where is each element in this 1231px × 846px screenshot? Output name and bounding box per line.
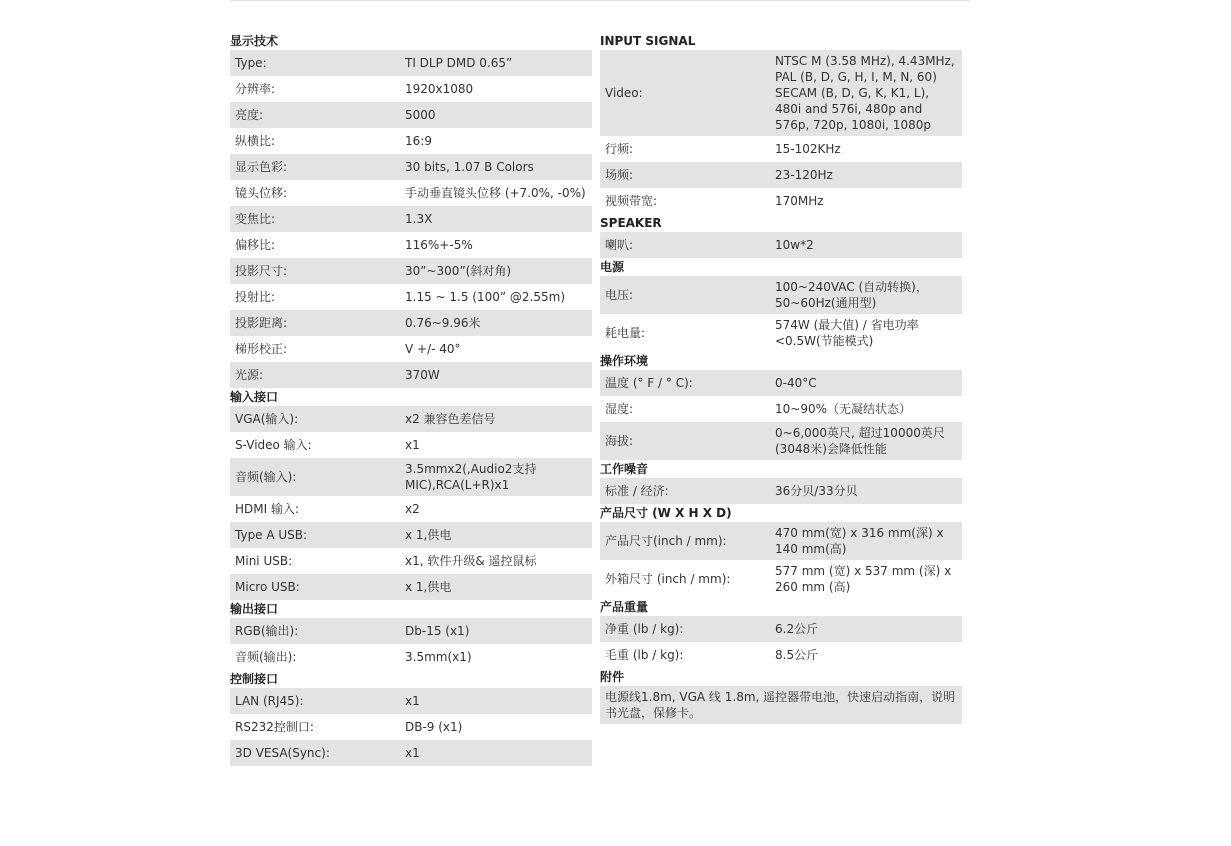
spec-row xyxy=(230,76,592,102)
section-title: 显示技术 xyxy=(230,34,279,48)
spec-value: 100~240VAC (自动转换)，50~60Hz(通用型) xyxy=(770,276,962,314)
spec-value: 30”~300”(斜对角) xyxy=(400,258,592,284)
spec-value: 116%+-5% xyxy=(405,238,473,252)
spec-row xyxy=(600,370,962,396)
spec-value: Db-15 (x1) xyxy=(400,618,592,644)
spec-row xyxy=(230,458,592,496)
spec-label: 偏移比: xyxy=(235,238,276,252)
spec-row xyxy=(230,618,592,644)
spec-label: 湿度: xyxy=(605,402,634,416)
spec-label: 梯形校正: xyxy=(235,342,288,356)
spec-label: RGB(输出): xyxy=(230,618,400,644)
spec-row xyxy=(230,50,592,76)
spec-row xyxy=(600,522,962,560)
spec-value: 3.5mmx2(,Audio2支持MIC),RCA(L+R)x1 xyxy=(400,458,592,496)
spec-label: 耗电量: xyxy=(605,326,646,340)
spec-value: 0.76~9.96米 xyxy=(400,310,592,336)
spec-row xyxy=(600,616,962,642)
spec-row xyxy=(230,232,592,258)
spec-row xyxy=(600,188,962,214)
spec-value: 0-40°C xyxy=(770,370,962,396)
spec-table xyxy=(600,370,962,460)
spec-value: 手动垂直镜头位移 (+7.0%, -0%) xyxy=(405,186,586,200)
spec-value: 5000 xyxy=(400,102,592,128)
spec-label: Video: xyxy=(600,50,770,136)
spec-row xyxy=(230,574,592,600)
spec-row xyxy=(230,284,592,310)
spec-row xyxy=(230,406,592,432)
spec-value: 6.2公斤 xyxy=(770,616,962,642)
spec-value: 470 mm(宽) x 316 mm(深) x 140 mm(高) xyxy=(770,522,962,560)
spec-row xyxy=(600,136,962,162)
spec-label: Type: xyxy=(230,50,400,76)
section-title: 工作噪音 xyxy=(600,462,649,476)
spec-label: Mini USB: xyxy=(235,554,293,568)
spec-label: 投影尺寸: xyxy=(230,258,400,284)
spec-value: DB-9 (x1) xyxy=(405,720,463,734)
spec-row xyxy=(230,496,592,522)
spec-label: LAN (RJ45): xyxy=(230,688,400,714)
spec-value: NTSC M (3.58 MHz), 4.43MHz, PAL (B, D, G, H, I, M, N, 60) SECAM (B, D, G, K, K1, L), 480i and 576i, 480p and 576p, 720p, 1080i, 1080p xyxy=(770,50,962,136)
spec-row xyxy=(230,522,592,548)
spec-value: x 1,供电 xyxy=(400,574,592,600)
spec-label: 纵横比: xyxy=(235,134,276,148)
spec-label: 温度 (° F / ° C): xyxy=(600,370,770,396)
spec-label: 亮度: xyxy=(230,102,400,128)
spec-label: RS232控制口: xyxy=(235,720,314,734)
spec-label: Micro USB: xyxy=(230,574,400,600)
spec-label: 投射比: xyxy=(235,290,276,304)
spec-value: x1 xyxy=(405,438,420,452)
spec-table xyxy=(230,618,592,670)
spec-row xyxy=(600,478,962,504)
spec-value: x2 兼容色差信号 xyxy=(400,406,592,432)
spec-row xyxy=(230,548,592,574)
section-title: 产品尺寸 (W X H X D) xyxy=(600,506,732,520)
right-spec-column xyxy=(600,32,962,724)
spec-value: x2 xyxy=(405,502,420,516)
spec-label: VGA(输入): xyxy=(230,406,400,432)
spec-row xyxy=(230,102,592,128)
spec-row xyxy=(600,422,962,460)
spec-label: S-Video 输入: xyxy=(235,438,312,452)
spec-value: 10w*2 xyxy=(770,232,962,258)
spec-value: 1.15 ~ 1.5 (100” @2.55m) xyxy=(405,290,566,304)
spec-table xyxy=(600,478,962,504)
spec-full-text: 电源线1.8m, VGA 线 1.8m, 遥控器带电池，快速启动指南，说明书光盘，保修卡。 xyxy=(600,686,962,724)
spec-row xyxy=(600,50,962,136)
section-title: 输出接口 xyxy=(230,602,279,616)
spec-label: 外箱尺寸 (inch / mm): xyxy=(605,572,731,586)
spec-row xyxy=(230,432,592,458)
spec-value: 15-102KHz xyxy=(775,142,841,156)
spec-table xyxy=(600,522,962,598)
spec-label: 光源: xyxy=(230,362,400,388)
spec-row xyxy=(600,276,962,314)
spec-label: Type A USB: xyxy=(230,522,400,548)
spec-label: 场频: xyxy=(600,162,770,188)
spec-value: 30 bits, 1.07 B Colors xyxy=(400,154,592,180)
spec-row xyxy=(230,644,592,670)
section-title: 电源 xyxy=(600,260,625,274)
spec-row xyxy=(230,740,592,766)
spec-value: 1920x1080 xyxy=(405,82,474,96)
spec-value: 10~90%（无凝结状态） xyxy=(775,402,911,416)
spec-label: 净重 (lb / kg): xyxy=(600,616,770,642)
spec-label: 投影距离: xyxy=(230,310,400,336)
spec-value: 370W xyxy=(400,362,592,388)
spec-row xyxy=(600,642,962,668)
spec-row xyxy=(230,336,592,362)
spec-value: x1 xyxy=(400,688,592,714)
spec-label: 镜头位移: xyxy=(235,186,288,200)
spec-row xyxy=(600,314,962,352)
spec-table xyxy=(600,50,962,214)
spec-value: x1, 软件升级& 遥控鼠标 xyxy=(405,554,537,568)
spec-label: 海拔: xyxy=(600,422,770,460)
spec-label: 喇叭: xyxy=(600,232,770,258)
left-spec-column xyxy=(230,32,592,766)
spec-value: TI DLP DMD 0.65” xyxy=(400,50,592,76)
spec-row xyxy=(600,686,962,724)
spec-label: 行频: xyxy=(605,142,634,156)
section-title: 产品重量 xyxy=(600,600,649,614)
section-title: SPEAKER xyxy=(600,216,662,230)
section-title: 输入接口 xyxy=(230,390,279,404)
spec-row xyxy=(230,206,592,232)
spec-row xyxy=(600,560,962,598)
spec-value: 3.5mm(x1) xyxy=(405,650,472,664)
spec-row xyxy=(600,162,962,188)
spec-value: 577 mm (宽) x 537 mm (深) x 260 mm (高) xyxy=(775,564,952,594)
spec-table xyxy=(230,406,592,600)
spec-row xyxy=(230,258,592,284)
spec-table xyxy=(600,232,962,258)
spec-table xyxy=(600,616,962,668)
spec-value: V +/- 40° xyxy=(405,342,461,356)
spec-row xyxy=(230,128,592,154)
spec-label: HDMI 输入: xyxy=(235,502,300,516)
spec-label: 显示色彩: xyxy=(230,154,400,180)
section-title: 附件 xyxy=(600,670,625,684)
spec-value: 23-120Hz xyxy=(770,162,962,188)
spec-label: 毛重 (lb / kg): xyxy=(605,648,684,662)
spec-value: 574W (最大值) / 省电功率 <0.5W(节能模式) xyxy=(775,318,919,348)
spec-label: 音频(输出): xyxy=(235,650,297,664)
spec-label: 音频(输入): xyxy=(230,458,400,496)
spec-row xyxy=(230,714,592,740)
section-title: 控制接口 xyxy=(230,672,279,686)
spec-table xyxy=(230,688,592,766)
spec-row xyxy=(230,310,592,336)
spec-table xyxy=(230,50,592,388)
spec-table xyxy=(600,276,962,352)
spec-value: 36分贝/33分贝 xyxy=(770,478,962,504)
spec-label: 电压: xyxy=(600,276,770,314)
spec-label: 标准 / 经济: xyxy=(600,478,770,504)
spec-label: 视频带宽: xyxy=(605,194,658,208)
top-divider xyxy=(230,0,970,1)
spec-label: 3D VESA(Sync): xyxy=(230,740,400,766)
spec-label: 变焦比: xyxy=(230,206,400,232)
spec-row xyxy=(230,688,592,714)
spec-value: 8.5公斤 xyxy=(775,648,819,662)
spec-row xyxy=(230,180,592,206)
section-title: INPUT SIGNAL xyxy=(600,34,696,48)
spec-value: x 1,供电 xyxy=(400,522,592,548)
spec-table xyxy=(600,686,962,724)
spec-value: 170MHz xyxy=(775,194,824,208)
section-title: 操作环境 xyxy=(600,354,649,368)
spec-value: 0~6,000英尺, 超过10000英尺(3048米)会降低性能 xyxy=(770,422,962,460)
spec-row xyxy=(230,154,592,180)
spec-value: 16:9 xyxy=(405,134,432,148)
spec-row xyxy=(600,232,962,258)
spec-row xyxy=(230,362,592,388)
spec-row xyxy=(600,396,962,422)
spec-label: 分辨率: xyxy=(235,82,276,96)
spec-value: x1 xyxy=(400,740,592,766)
spec-value: 1.3X xyxy=(400,206,592,232)
spec-label: 产品尺寸(inch / mm): xyxy=(600,522,770,560)
